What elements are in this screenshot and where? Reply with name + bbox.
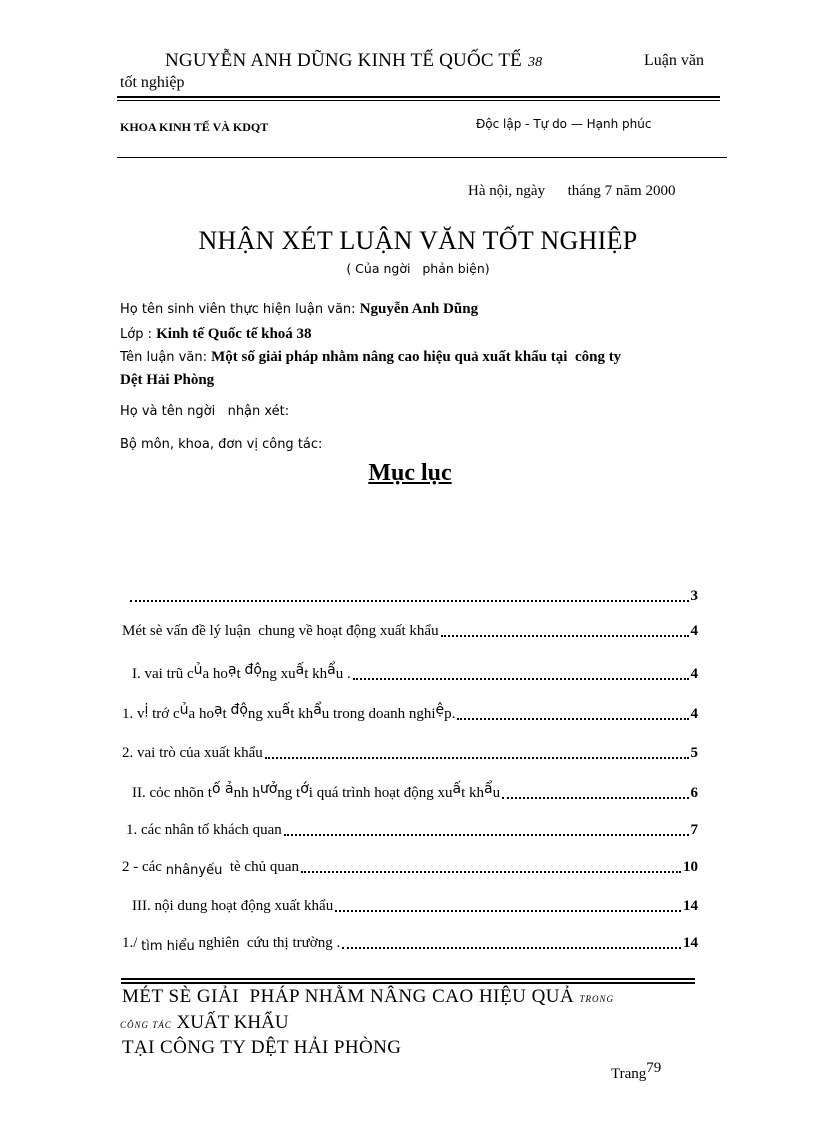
national-motto: Độc lập - Tự do — Hạnh phúc bbox=[476, 117, 652, 131]
toc-text: 1. v bbox=[122, 706, 145, 722]
page-number bbox=[611, 1060, 662, 1083]
thesis-line-2 bbox=[120, 372, 214, 389]
toc-leader bbox=[130, 600, 689, 602]
toc-page: 14 bbox=[683, 898, 698, 914]
toc-text: ủ bbox=[193, 662, 203, 678]
toc-text: trớ c bbox=[148, 706, 180, 722]
toc-page: 4 bbox=[690, 623, 698, 639]
toc-leader bbox=[265, 757, 689, 759]
page-label: Trang bbox=[611, 1066, 647, 1082]
toc-text: u trong doanh nghi bbox=[321, 706, 436, 722]
header-thin-rule bbox=[117, 157, 727, 158]
toc-label bbox=[132, 662, 351, 683]
toc-row-8 bbox=[132, 898, 698, 915]
date-line: Hà nội, ngày tháng 7 năm 2000 bbox=[468, 183, 676, 199]
toc-text: độ bbox=[230, 702, 248, 718]
student-line bbox=[120, 301, 478, 318]
toc-title: Mục lục bbox=[368, 460, 452, 486]
toc-text: II. cỏc nhõn t bbox=[132, 785, 212, 801]
page-num: 79 bbox=[646, 1060, 662, 1076]
toc-text: ấ bbox=[281, 702, 291, 718]
footer-line-2 bbox=[120, 1012, 289, 1034]
toc-text: I. vai trũ c bbox=[132, 666, 194, 682]
unit-label: Bộ môn, khoa, đơn vị công tác: bbox=[120, 437, 323, 452]
thesis-label: Tên luận văn: bbox=[120, 350, 207, 365]
toc-text: nghiên cứu thị trường . bbox=[194, 935, 341, 951]
thesis-title-2: Dệt Hải Phòng bbox=[120, 372, 215, 388]
toc-leader bbox=[284, 834, 689, 836]
faculty-name: KHOA KINH TẾ VÀ KDQT bbox=[120, 120, 269, 134]
student-label: Họ tên sinh viên thực hiện luận văn: bbox=[120, 302, 356, 317]
header-sub: tốt nghiệp bbox=[120, 74, 185, 91]
toc-page: 6 bbox=[690, 785, 698, 801]
toc-text: ố ả bbox=[211, 781, 234, 797]
toc-label bbox=[122, 702, 456, 723]
toc-label: 2. vai trò của xuất khẩu bbox=[122, 745, 263, 761]
footer-text: XUẤT KHẨU bbox=[176, 1012, 289, 1033]
toc-label bbox=[132, 781, 501, 802]
toc-leader bbox=[441, 635, 689, 637]
toc-text: ị bbox=[144, 702, 149, 718]
toc-page: 14 bbox=[683, 935, 698, 951]
toc-text: t kh bbox=[461, 785, 485, 801]
toc-text: ng xu bbox=[247, 706, 282, 722]
toc-text: u bbox=[492, 785, 501, 801]
toc-page: 5 bbox=[690, 745, 698, 761]
class-label: Lớp : bbox=[120, 327, 152, 342]
footer-double-rule bbox=[121, 978, 695, 984]
toc-text: ẩ bbox=[484, 781, 493, 797]
toc-text: nh h bbox=[233, 785, 260, 801]
toc-text: tè chủ quan bbox=[222, 859, 299, 875]
toc-leader bbox=[457, 718, 688, 720]
student-name: Nguyễn Anh Dũng bbox=[359, 301, 479, 317]
footer-italic: TRONG bbox=[579, 994, 615, 1004]
header-right: Luận văn bbox=[644, 52, 704, 69]
toc-label bbox=[122, 859, 299, 876]
toc-text: ủ bbox=[179, 702, 189, 718]
toc-row-6 bbox=[126, 822, 698, 839]
header-title-text: NGUYỄN ANH DŨNG KINH TẾ QUỐC TẾ bbox=[165, 50, 522, 71]
footer-italic: CÔNG TÁC bbox=[120, 1020, 172, 1030]
footer-line-1 bbox=[122, 986, 614, 1008]
toc-text: ớ bbox=[300, 781, 309, 797]
toc-text: p. bbox=[444, 706, 456, 722]
toc-text: ạ bbox=[213, 702, 223, 718]
toc-text: t bbox=[236, 666, 245, 682]
toc-row-9 bbox=[122, 935, 698, 952]
toc-text: nhânyếu bbox=[165, 863, 223, 878]
toc-leader bbox=[301, 871, 681, 873]
reviewer-label: Họ và tên ngời nhận xét: bbox=[120, 404, 290, 419]
toc-text: tìm hiểu bbox=[141, 939, 195, 954]
toc-text: ệ bbox=[435, 702, 445, 718]
toc-text: ng t bbox=[277, 785, 301, 801]
toc-leader bbox=[342, 947, 681, 949]
toc-text: a ho bbox=[202, 666, 228, 682]
toc-leader bbox=[335, 910, 681, 912]
toc-label bbox=[122, 935, 340, 952]
toc-text: 2 - các bbox=[122, 859, 166, 875]
toc-row-2 bbox=[132, 662, 698, 683]
toc-row-5 bbox=[132, 781, 698, 802]
toc-text: 1./ bbox=[122, 935, 142, 951]
toc-text: độ bbox=[244, 662, 262, 678]
toc-page: 3 bbox=[690, 588, 698, 604]
toc-row-0 bbox=[128, 588, 698, 605]
toc-row-3 bbox=[122, 702, 698, 723]
toc-text: t kh bbox=[290, 706, 314, 722]
toc-text: ẩ bbox=[313, 702, 322, 718]
toc-page: 10 bbox=[683, 859, 698, 875]
toc-text: t bbox=[222, 706, 231, 722]
toc-row-1 bbox=[122, 623, 698, 640]
toc-text: t kh bbox=[304, 666, 328, 682]
header-title bbox=[165, 50, 542, 72]
toc-leader bbox=[502, 797, 688, 799]
toc-text: ấ bbox=[295, 662, 305, 678]
toc-page: 4 bbox=[690, 706, 698, 722]
toc-text: i quá trình hoạt động xu bbox=[308, 785, 453, 801]
toc-leader bbox=[353, 678, 689, 680]
class-line bbox=[120, 326, 312, 343]
document-subtitle: ( Của ngời phản biện) bbox=[346, 261, 490, 276]
thesis-title-1: Một số giải pháp nhằm nâng cao hiệu quả xuất khẩu tại công ty bbox=[211, 349, 622, 365]
thesis-line bbox=[120, 349, 621, 366]
toc-text: ưở bbox=[259, 781, 278, 797]
header-number: 38 bbox=[527, 55, 543, 70]
toc-page: 7 bbox=[690, 822, 698, 838]
class-value: Kinh tế Quốc tế khoá 38 bbox=[156, 326, 312, 342]
footer-line-3: TẠI CÔNG TY DỆT HẢI PHÒNG bbox=[122, 1037, 402, 1058]
toc-label: III. nội dung hoạt động xuất khẩu bbox=[132, 898, 334, 914]
toc-row-7 bbox=[122, 859, 698, 876]
toc-text: ng xu bbox=[261, 666, 296, 682]
toc-row-4 bbox=[122, 745, 698, 762]
toc-label: Mét sè vấn đề lý luận chung về hoạt động xuất khẩu bbox=[122, 623, 439, 639]
toc-text: ạ bbox=[227, 662, 237, 678]
toc-text: u . bbox=[335, 666, 351, 682]
toc-page: 4 bbox=[690, 666, 698, 682]
document-title: NHẬN XÉT LUẬN VĂN TỐT NGHIỆP bbox=[198, 226, 638, 255]
toc-text: ấ bbox=[452, 781, 462, 797]
toc-text: ẩ bbox=[327, 662, 336, 678]
header-double-rule bbox=[117, 96, 720, 101]
footer-text: MÉT SÈ GIẢI PHÁP NHẰM NÂNG CAO HIỆU QUẢ bbox=[122, 986, 575, 1007]
toc-text: a ho bbox=[188, 706, 214, 722]
toc-label: 1. các nhân tố khách quan bbox=[126, 822, 282, 838]
